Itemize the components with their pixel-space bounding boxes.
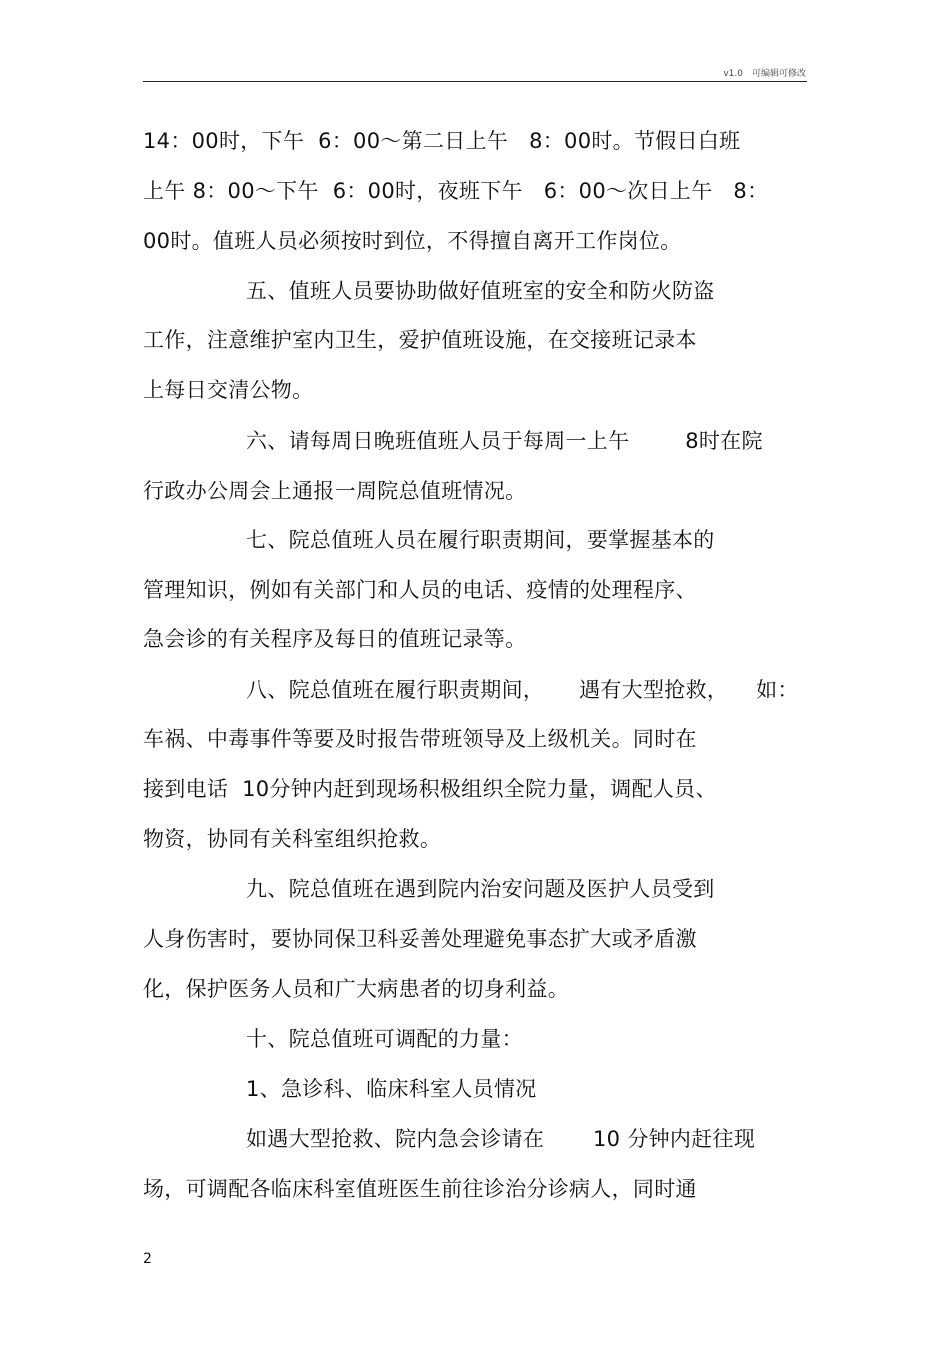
- paragraph-7-start: 七、院总值班人员在履行职责期间，要掌握基本的: [246, 528, 715, 552]
- text-line: 接到电话 10分钟内赶到现场积极组织全院力量，调配人员、: [143, 777, 717, 801]
- paragraph-9-start: 九、院总值班在遇到院内治安问题及医护人员受到: [246, 877, 715, 901]
- text-line: 管理知识，例如有关部门和人员的电话、疫情的处理程序、: [143, 578, 697, 602]
- paragraph-10-start: 十、院总值班可调配的力量：: [246, 1027, 523, 1051]
- paragraph-sub-start: 如遇大型抢救、院内急会诊请在 10 分钟内赶往现: [246, 1127, 756, 1151]
- text-line: 00时。值班人员必须按时到位，不得擅自离开工作岗位。: [143, 229, 682, 253]
- page-number: 2: [143, 1251, 152, 1267]
- text-line: 车祸、中毒事件等要及时报告带班领导及上级机关。同时在: [143, 727, 697, 751]
- text-line: 化，保护医务人员和广大病患者的切身利益。: [143, 977, 569, 1001]
- text-line: 人身伤害时，要协同保卫科妥善处理避免事态扩大或矛盾激: [143, 927, 697, 951]
- sub-item-1: 1、急诊科、临床科室人员情况: [246, 1077, 537, 1101]
- text-line: 上每日交清公物。: [143, 378, 314, 402]
- text-line: 上午 8：00～下午 6：00时，夜班下午 6：00～次日上午 8：: [143, 179, 769, 203]
- paragraph-5-start: 五、值班人员要协助做好值班室的安全和防火防盗: [246, 279, 715, 303]
- header-divider: [143, 81, 807, 82]
- text-line: 行政办公周会上通报一周院总值班情况。: [143, 479, 527, 503]
- version-label: v1.0 可编辑可修改: [723, 69, 806, 79]
- paragraph-8-start: 八、院总值班在履行职责期间， 遇有大型抢救， 如：: [246, 678, 799, 702]
- text-line: 场，可调配各临床科室值班医生前往诊治分诊病人，同时通: [143, 1177, 697, 1201]
- paragraph-6-start: 六、请每周日晚班值班人员于每周一上午 8时在院: [246, 429, 763, 453]
- text-line: 14：00时，下午 6：00～第二日上午 8：00时。节假日白班: [143, 129, 741, 153]
- text-line: 物资，协同有关科室组织抢救。: [143, 827, 442, 851]
- text-line: 工作，注意维护室内卫生，爱护值班设施，在交接班记录本: [143, 328, 697, 352]
- text-line: 急会诊的有关程序及每日的值班记录等。: [143, 627, 527, 651]
